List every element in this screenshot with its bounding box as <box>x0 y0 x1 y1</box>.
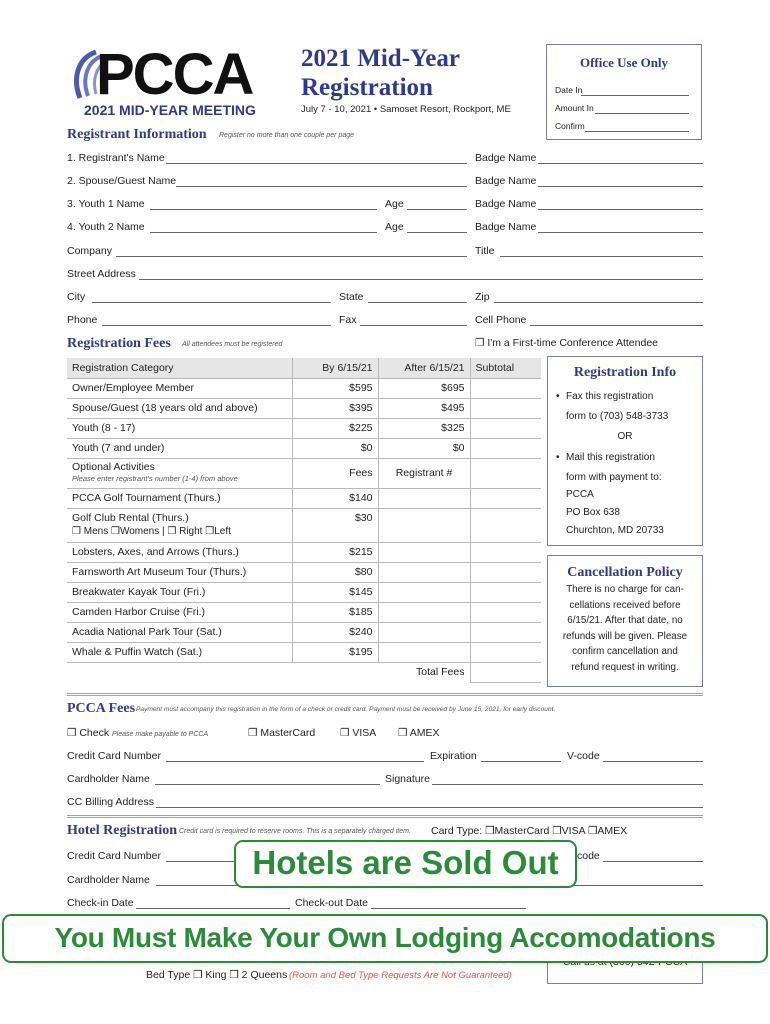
reg-info-line: Fax this registration <box>566 391 654 402</box>
col-fees: Fees <box>292 458 378 488</box>
col-late: After 6/15/21 <box>378 358 470 378</box>
phone-label: Phone <box>67 314 98 326</box>
company-label: Company <box>67 245 112 257</box>
registrant-name-field[interactable] <box>166 163 467 164</box>
activity-fee-cell: $80 <box>292 562 378 582</box>
activity-cell <box>67 508 292 542</box>
title-line-2: Registration <box>301 74 433 101</box>
fees-note: All attendees must be registered <box>182 341 283 348</box>
activity-fee-cell: $30 <box>292 508 378 542</box>
title-line-1: 2021 Mid-Year <box>301 45 460 72</box>
youth-2-name-field[interactable] <box>150 232 377 233</box>
optional-subtotal-header <box>470 458 541 488</box>
company-field[interactable] <box>116 256 467 257</box>
pcca-fees-note: Payment must accompany this registration in the form of a check or credit card. Payment must be received by June 15, 2021, for early discount. <box>136 706 556 713</box>
youth-2-age-label: Age <box>385 221 404 233</box>
hotel-card-type-checkboxes[interactable]: Card Type: ❒MasterCard ❒VISA ❒AMEX <box>431 825 628 837</box>
activity-cell: PCCA Golf Tournament (Thurs.) <box>67 488 292 508</box>
title-label: Title <box>475 245 495 257</box>
reg-info-line: PCCA <box>566 489 594 500</box>
category-cell: Youth (8 - 17) <box>67 418 292 438</box>
logo-text: PCCA <box>96 42 253 107</box>
check-label: ❒ Check <box>67 727 110 739</box>
billing-address-field[interactable] <box>156 807 703 808</box>
col-early: By 6/15/21 <box>292 358 378 378</box>
reg-info-line: form to (703) 548-3733 <box>566 411 669 422</box>
cc-number-field[interactable] <box>166 761 424 762</box>
table-row <box>67 542 541 562</box>
cancel-line: cellations received before <box>569 599 681 611</box>
spouse-name-label: 2. Spouse/Guest Name <box>67 175 177 187</box>
total-spacer <box>67 662 292 682</box>
subtotal-cell[interactable] <box>470 398 541 418</box>
office-use-title: Office Use Only <box>579 55 669 70</box>
badge-name-2-field[interactable] <box>538 186 703 187</box>
cardholder-field[interactable] <box>155 784 380 785</box>
activity-fee-cell: $140 <box>292 488 378 508</box>
total-fees-cell[interactable] <box>470 662 541 682</box>
reg-info-line: Mail this registration <box>566 452 655 463</box>
confirm-label: Confirm <box>555 121 585 131</box>
registration-info-box <box>547 356 703 546</box>
total-row <box>67 662 541 682</box>
subtotal-cell[interactable] <box>470 542 541 562</box>
cc-number-label: Credit Card Number <box>67 750 161 762</box>
pcca-fees-title: PCCA Fees <box>67 701 136 716</box>
badge-name-3-field[interactable] <box>538 209 703 210</box>
phone-field[interactable] <box>102 325 331 326</box>
optional-header-cell <box>67 458 292 488</box>
col-category: Registration Category <box>67 358 292 378</box>
late-fee-cell: $495 <box>378 398 470 418</box>
late-fee-cell: $0 <box>378 438 470 458</box>
bullet-icon: • <box>556 452 560 463</box>
table-row <box>67 488 541 508</box>
badge-name-2-label: Badge Name <box>475 175 537 187</box>
hotel-vcode-label: code <box>577 850 600 862</box>
fax-label: Fax <box>339 314 357 326</box>
fax-field[interactable] <box>360 325 467 326</box>
col-registrant-number: Registrant # <box>378 458 470 488</box>
cancel-line: refund request in writing. <box>571 661 679 673</box>
subtotal-cell[interactable] <box>470 438 541 458</box>
optional-note: Please enter registrant's number (1-4) from above <box>72 474 238 483</box>
cancel-line: confirm cancellation and <box>572 646 678 657</box>
subtotal-cell[interactable] <box>470 508 541 542</box>
cell-phone-label: Cell Phone <box>475 314 527 326</box>
registrant-number-cell[interactable] <box>378 602 470 622</box>
reg-info-line: PO Box 638 <box>566 507 620 518</box>
zip-field[interactable] <box>494 302 703 303</box>
category-cell: Owner/Employee Member <box>67 378 292 398</box>
signature-field[interactable] <box>432 784 703 785</box>
golf-club-label: Golf Club Rental (Thurs.) <box>72 511 189 524</box>
amex-checkbox[interactable]: ❒ AMEX <box>398 727 440 739</box>
hotel-note: Credit card is required to reserve rooms. This is a separately charged item. <box>179 828 411 835</box>
cardholder-label: Cardholder Name <box>67 773 150 785</box>
amount-in-label: Amount In <box>555 103 594 113</box>
badge-name-3-label: Badge Name <box>475 198 537 210</box>
registrant-number-cell[interactable] <box>378 562 470 582</box>
activity-cell: Breakwater Kayak Tour (Fri.) <box>67 582 292 602</box>
col-subtotal: Subtotal <box>470 358 541 378</box>
hotel-vcode-field[interactable] <box>603 861 703 862</box>
cancel-line: 6/15/21. After that date, no <box>567 615 683 626</box>
reg-info-line: OR <box>617 431 633 442</box>
amount-in-field[interactable] <box>595 113 689 114</box>
city-label: City <box>67 291 86 303</box>
fees-title: Registration Fees <box>67 336 171 351</box>
spouse-name-field[interactable] <box>176 186 467 187</box>
mastercard-checkbox[interactable]: ❒ MasterCard <box>248 727 316 739</box>
title-field[interactable] <box>500 256 703 257</box>
check-note: Please make payable to PCCA <box>112 731 209 738</box>
cancel-line: There is no charge for can- <box>566 584 684 595</box>
subtotal-cell[interactable] <box>470 562 541 582</box>
office-use-box <box>546 44 702 140</box>
vcode-label: V-code <box>567 750 600 762</box>
activity-cell: Farnsworth Art Museum Tour (Thurs.) <box>67 562 292 582</box>
table-row <box>67 582 541 602</box>
subtotal-cell[interactable] <box>470 488 541 508</box>
youth-1-age-label: Age <box>385 198 404 210</box>
check-checkbox[interactable] <box>67 727 208 739</box>
check-in-label: Check-in Date <box>67 897 134 909</box>
hotel-title: Hotel Registration <box>67 823 178 838</box>
youth-2-name-label: 4. Youth 2 Name <box>67 221 145 233</box>
page-title <box>301 44 460 102</box>
late-fee-cell: $325 <box>378 418 470 438</box>
sold-out-banner: Hotels are Sold Out <box>234 840 577 888</box>
category-cell: Youth (7 and under) <box>67 438 292 458</box>
reg-info-line: Churchton, MD 20733 <box>566 525 664 536</box>
activity-fee-cell: $195 <box>292 642 378 662</box>
city-field[interactable] <box>92 302 331 303</box>
category-cell: Spouse/Guest (18 years old and above) <box>67 398 292 418</box>
activity-fee-cell: $215 <box>292 542 378 562</box>
divider <box>67 693 703 696</box>
registrant-note: Register no more than one couple per page <box>219 132 355 139</box>
subtotal-cell[interactable] <box>470 642 541 662</box>
street-address-label: Street Address <box>67 268 136 280</box>
fees-header-row <box>67 358 541 378</box>
registrant-number-cell[interactable] <box>378 582 470 602</box>
subtotal-cell[interactable] <box>470 602 541 622</box>
hotel-cc-number-field[interactable] <box>166 861 236 862</box>
club-options-checkboxes[interactable]: ❒ Mens ❒Womens | ❒ Right ❒Left <box>72 525 231 537</box>
divider <box>67 815 703 818</box>
late-fee-cell: $695 <box>378 378 470 398</box>
expiration-field[interactable] <box>481 761 561 762</box>
registrant-title: Registrant Information <box>67 127 207 142</box>
date-in-label: Date In <box>555 85 583 95</box>
state-field[interactable] <box>368 302 467 303</box>
youth-1-name-field[interactable] <box>150 209 377 210</box>
registrant-name-label: 1. Registrant's Name <box>67 152 165 164</box>
reg-info-title: Registration Info <box>573 365 677 380</box>
registrant-number-cell[interactable] <box>378 508 470 542</box>
cancel-text <box>548 582 702 675</box>
registrant-number-cell[interactable] <box>378 622 470 642</box>
vcode-field[interactable] <box>603 761 703 762</box>
cell-phone-field[interactable] <box>530 325 703 326</box>
cancel-line: refunds will be given. Please <box>562 630 688 642</box>
early-fee-cell: $595 <box>292 378 378 398</box>
table-row <box>67 642 541 662</box>
dates-location: July 7 - 10, 2021 • Samoset Resort, Rockport, ME <box>301 104 511 115</box>
activity-fee-cell: $185 <box>292 602 378 622</box>
expiration-label: Expiration <box>430 750 477 762</box>
registrant-number-cell[interactable] <box>378 488 470 508</box>
subtotal-cell[interactable] <box>470 418 541 438</box>
table-row <box>67 438 541 458</box>
subtotal-cell[interactable] <box>470 582 541 602</box>
table-row <box>67 562 541 582</box>
table-row <box>67 602 541 622</box>
table-row <box>67 622 541 642</box>
bed-type-checkboxes[interactable]: Bed Type ❒ King ❒ 2 Queens <box>146 969 288 981</box>
table-row <box>67 418 541 438</box>
early-fee-cell: $225 <box>292 418 378 438</box>
fees-table <box>67 358 541 683</box>
optional-header-row <box>67 458 541 488</box>
confirm-field[interactable] <box>585 131 689 132</box>
billing-address-label: CC Billing Address <box>67 796 154 808</box>
table-row <box>67 508 541 542</box>
hotel-cardholder-label: Cardholder Name <box>67 874 150 886</box>
total-fees-label: Total Fees <box>416 666 465 679</box>
cancel-title: Cancellation Policy <box>567 565 683 580</box>
badge-name-4-field[interactable] <box>538 232 703 233</box>
activity-cell: Acadia National Park Tour (Sat.) <box>67 622 292 642</box>
total-spacer <box>292 662 378 682</box>
cancellation-box <box>547 555 703 687</box>
hotel-cc-number-label: Credit Card Number <box>67 850 161 862</box>
early-fee-cell: $395 <box>292 398 378 418</box>
early-fee-cell: $0 <box>292 438 378 458</box>
badge-name-1-field[interactable] <box>538 163 703 164</box>
check-out-field[interactable] <box>371 908 526 909</box>
lodging-banner: You Must Make Your Own Lodging Accomodations <box>2 914 768 963</box>
subtotal-cell[interactable] <box>470 622 541 642</box>
date-in-field[interactable] <box>581 95 689 96</box>
badge-name-1-label: Badge Name <box>475 152 537 164</box>
first-time-label: I'm a First-time Conference Attendee <box>487 337 659 349</box>
optional-title: Optional Activities <box>72 461 155 473</box>
activity-cell: Lobsters, Axes, and Arrows (Thurs.) <box>67 542 292 562</box>
youth-1-name-label: 3. Youth 1 Name <box>67 198 145 210</box>
state-label: State <box>339 291 364 303</box>
activity-cell: Whale & Puffin Watch (Sat.) <box>67 642 292 662</box>
activity-fee-cell: $240 <box>292 622 378 642</box>
bed-type-note: (Room and Bed Type Requests Are Not Guaranteed) <box>289 970 512 981</box>
activity-cell: Camden Harbor Cruise (Fri.) <box>67 602 292 622</box>
meeting-label: 2021 MID-YEAR MEETING <box>84 102 256 118</box>
badge-name-4-label: Badge Name <box>475 221 537 233</box>
first-time-checkbox[interactable]: ❒ I'm a First-time Conference Attendee <box>475 337 659 349</box>
table-row <box>67 378 541 398</box>
activity-fee-cell: $145 <box>292 582 378 602</box>
check-in-field[interactable] <box>136 908 290 909</box>
youth-1-age-field[interactable] <box>407 209 467 210</box>
street-address-field[interactable] <box>139 279 703 280</box>
logo <box>66 42 276 122</box>
registrant-number-cell[interactable] <box>378 542 470 562</box>
zip-label: Zip <box>475 291 490 303</box>
bullet-icon: • <box>556 391 560 402</box>
registrant-number-cell[interactable] <box>378 642 470 662</box>
check-out-label: Check-out Date <box>295 897 368 909</box>
signature-label: Signature <box>385 773 430 785</box>
table-row <box>67 398 541 418</box>
reg-info-line: form with payment to: <box>566 472 662 483</box>
visa-checkbox[interactable]: ❒ VISA <box>340 727 377 739</box>
youth-2-age-field[interactable] <box>407 232 467 233</box>
subtotal-cell[interactable] <box>470 378 541 398</box>
